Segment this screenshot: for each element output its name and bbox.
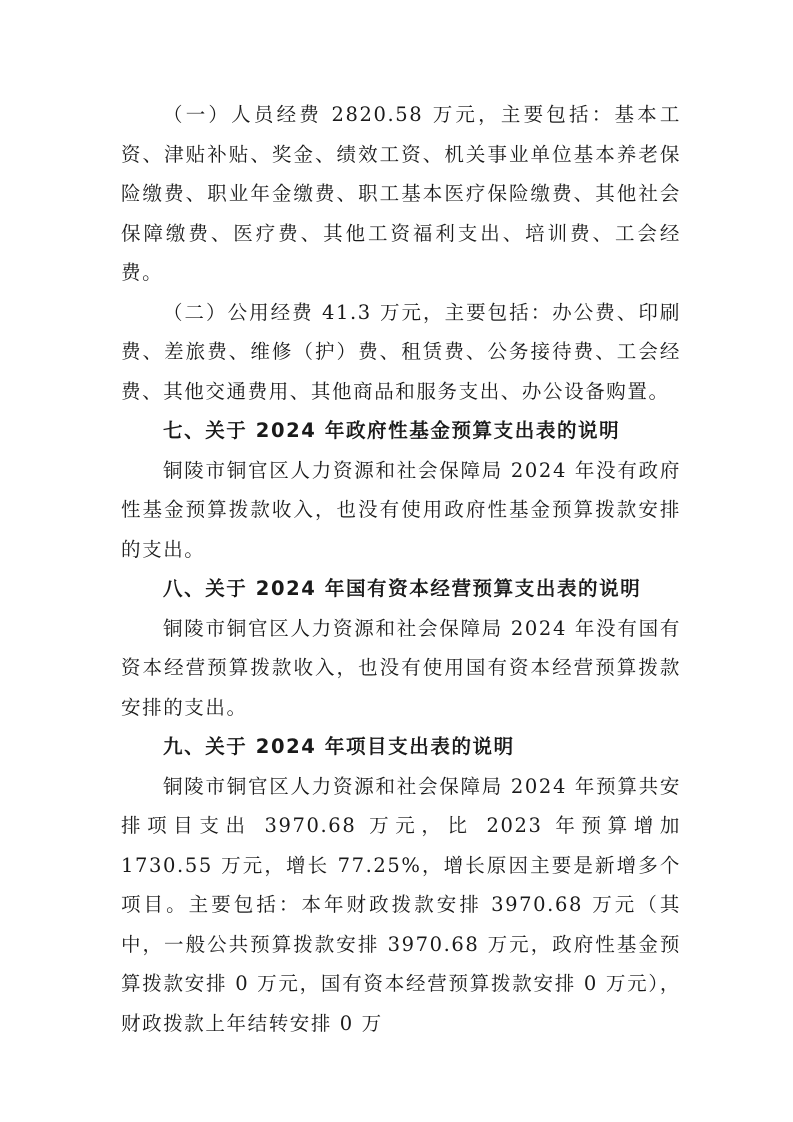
heading-section-7: 七、关于 2024 年政府性基金预算支出表的说明 bbox=[163, 419, 621, 442]
para-public-expenses: （二）公用经费 41.3 万元，主要包括：办公费、印刷费、差旅费、维修（护）费、租赁费、公务接待费、工会经费、其他交通费用、其他商品和服务支出、办公设备购置。 bbox=[121, 300, 681, 403]
para-section-7: 铜陵市铜官区人力资源和社会保障局 2024 年没有政府性基金预算拨款收入，也没有使用政府性基金预算拨款安排的支出。 bbox=[121, 458, 681, 561]
heading-section-9: 九、关于 2024 年项目支出表的说明 bbox=[163, 735, 515, 758]
para-section-8: 铜陵市铜官区人力资源和社会保障局 2024 年没有国有资本经营预算拨款收入，也没有使用国有资本经营预算拨款安排的支出。 bbox=[121, 616, 681, 719]
para-personnel-expenses: （一）人员经费 2820.58 万元，主要包括：基本工资、津贴补贴、奖金、绩效工资、机关事业单位基本养老保险缴费、职业年金缴费、职工基本医疗保险缴费、其他社会保障缴费、医疗费、其他工资福利支出、培训费、工会经费。 bbox=[121, 103, 681, 284]
heading-section-8: 八、关于 2024 年国有资本经营预算支出表的说明 bbox=[163, 577, 642, 600]
para-section-9: 铜陵市铜官区人力资源和社会保障局 2024 年预算共安排项目支出 3970.68 万元，比 2023 年预算增加 1730.55 万元，增长 77.25%，增长原因主要是新增多个项目。主要包括：本年财政拨款安排 3970.68 万元（其中，一般公共预算拨款安排 3970.68 万元，政府性基金预算拨款安排 0 万元，国有资本经营预算拨款安排 0 万元），财政拨款上年结转安排 0 万 bbox=[121, 774, 681, 1035]
document-page bbox=[121, 95, 681, 1043]
